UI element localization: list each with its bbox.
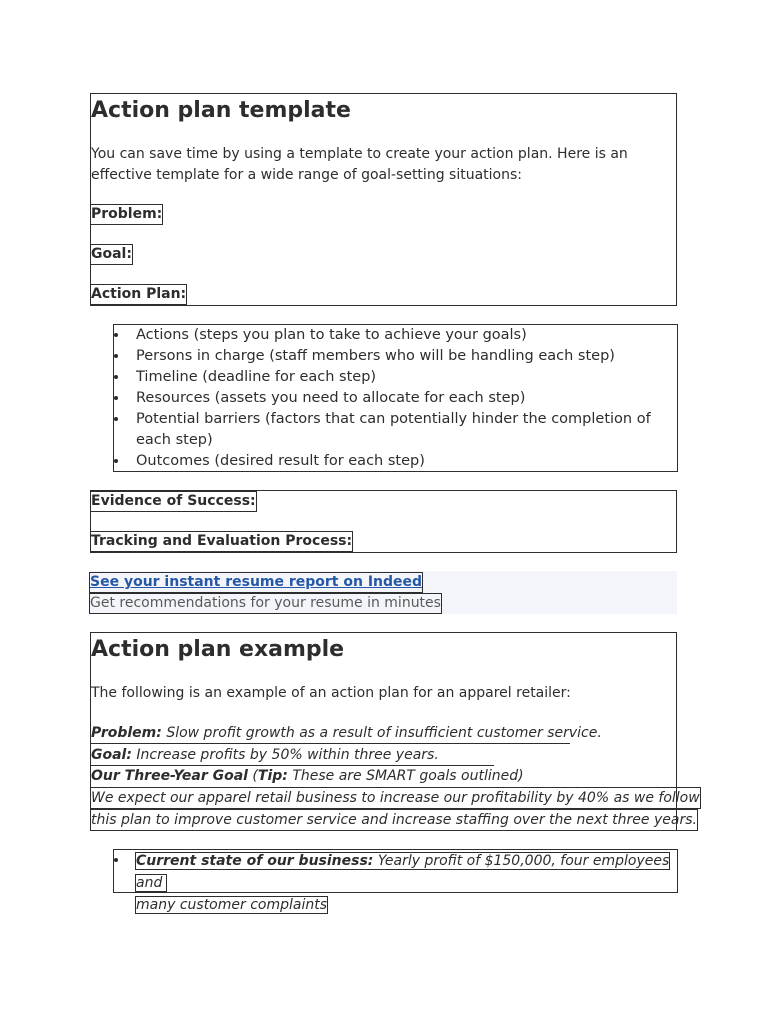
list-item: Persons in charge (staff members who will be handling each step) xyxy=(114,346,674,367)
resume-report-link[interactable]: See your instant resume report on Indeed xyxy=(90,574,423,590)
action-items-box xyxy=(113,324,678,472)
action-items-list xyxy=(114,325,674,472)
example-problem-label: Problem: xyxy=(91,725,162,741)
current-state-line-1 xyxy=(136,853,669,891)
example-expect-line-1: We expect our apparel retail business to increase our profitability by 40% as we follow xyxy=(91,790,700,806)
tip-open-paren: ( xyxy=(252,768,258,784)
example-list xyxy=(114,850,674,916)
current-state-text-2: many customer complaints xyxy=(136,897,328,913)
example-problem-text: Slow profit growth as a result of insufficient customer service. xyxy=(166,725,602,741)
evidence-label: Evidence of Success: xyxy=(91,493,256,509)
example-expect-line-2: this plan to improve customer service and increase staffing over the next three years. xyxy=(91,812,697,828)
list-item xyxy=(114,850,674,916)
example-heading: Action plan example xyxy=(91,637,345,662)
list-item: Actions (steps you plan to take to achieve your goals) xyxy=(114,325,674,346)
list-item: Resources (assets you need to allocate for each step) xyxy=(114,388,674,409)
three-year-goal-label: Our Three-Year Goal xyxy=(91,768,248,784)
resume-promo xyxy=(90,571,677,614)
template-intro: You can save time by using a template to create your action plan. Here is an effective template for a wide range of goal-setting situations: xyxy=(91,146,628,183)
current-state-text-1: Yearly profit of $150,000, four employees and xyxy=(136,853,670,891)
list-item: Potential barriers (factors that can potentially hinder the completion of each step) xyxy=(114,409,674,451)
list-item: Outcomes (desired result for each step) xyxy=(114,451,674,472)
goal-label: Goal: xyxy=(91,246,132,262)
tip-label: Tip: xyxy=(257,768,288,784)
tracking-label: Tracking and Evaluation Process: xyxy=(91,533,353,549)
template-section xyxy=(90,93,677,306)
example-section xyxy=(90,632,700,831)
example-problem-line xyxy=(91,723,602,744)
current-state-label: Current state of our business: xyxy=(136,853,374,869)
action-plan-label: Action Plan: xyxy=(91,286,187,302)
example-intro: The following is an example of an action plan for an apparel retailer: xyxy=(91,685,571,701)
evidence-section xyxy=(90,490,677,553)
example-three-year-line xyxy=(91,766,524,786)
list-item: Timeline (deadline for each step) xyxy=(114,367,674,388)
resume-promo-subtext: Get recommendations for your resume in minutes xyxy=(90,595,441,611)
example-list-box xyxy=(113,849,678,913)
problem-label: Problem: xyxy=(91,206,163,222)
example-goal-line xyxy=(91,745,494,766)
tip-text: These are SMART goals outlined) xyxy=(292,768,524,784)
example-goal-text: Increase profits by 50% within three years. xyxy=(136,747,439,763)
example-goal-label: Goal: xyxy=(91,747,132,763)
template-heading: Action plan template xyxy=(91,98,351,123)
